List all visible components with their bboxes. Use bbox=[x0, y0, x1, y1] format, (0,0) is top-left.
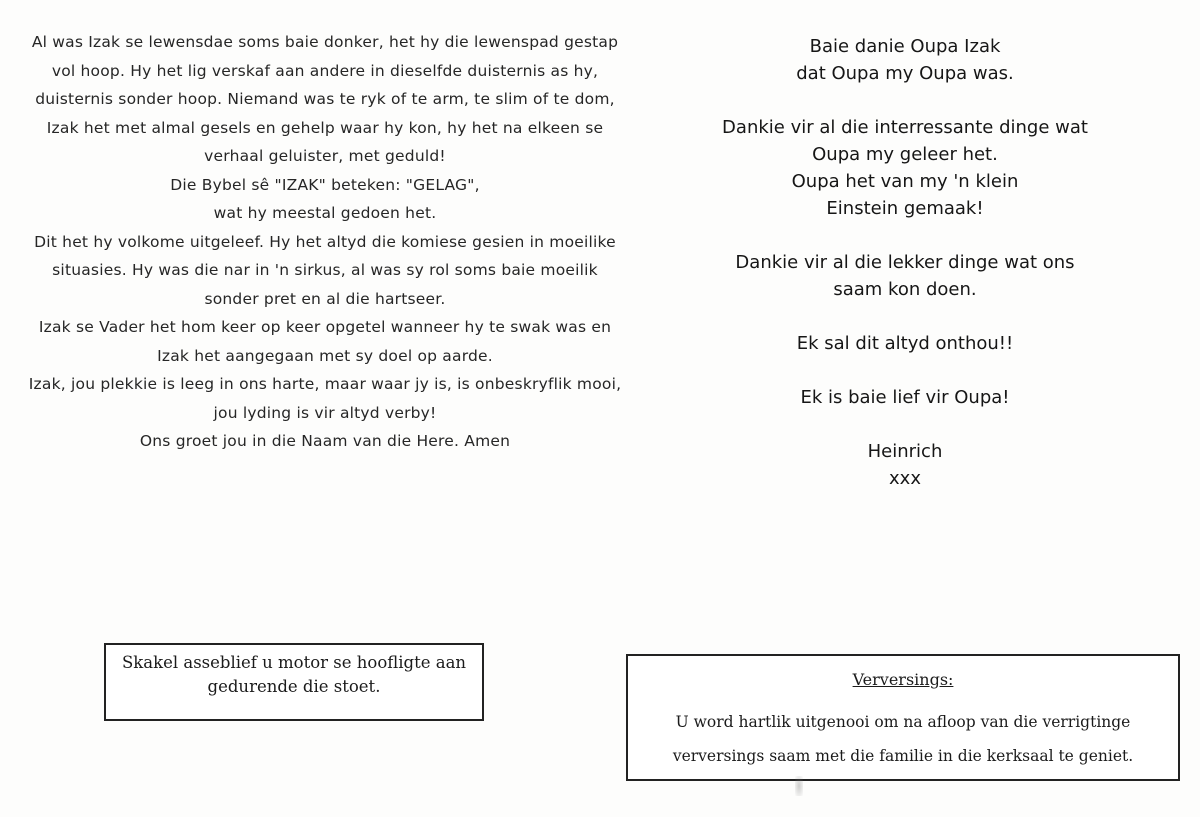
message-paragraph bbox=[640, 330, 1170, 357]
refreshments-line: U word hartlik uitgenooi om na afloop van die verrigtinge bbox=[675, 713, 1131, 731]
tribute-line: Ons groet jou in die Naam van die Here. Amen bbox=[139, 432, 511, 450]
message-paragraph bbox=[640, 33, 1170, 87]
message-line: Dankie vir al die lekker dinge wat ons bbox=[735, 252, 1075, 273]
message-paragraph bbox=[640, 384, 1170, 411]
tribute-line: Izak se Vader het hom keer op keer opgetel wanneer hy te swak was en bbox=[38, 318, 612, 336]
message-paragraph bbox=[640, 249, 1170, 303]
tribute-line: Al was Izak se lewensdae soms baie donker, het hy die lewenspad gestap bbox=[31, 33, 619, 51]
tribute-line: verhaal geluister, met geduld! bbox=[204, 147, 446, 165]
refreshments-notice bbox=[626, 654, 1180, 781]
tribute-line: Izak het aangegaan met sy doel op aarde. bbox=[157, 346, 493, 365]
grandchild-message bbox=[640, 33, 1170, 519]
tribute-line: situasies. Hy was die nar in 'n sirkus, al was sy rol soms baie moeilik bbox=[52, 261, 598, 279]
tribute-line: Die Bybel sê "IZAK" beteken: "GELAG", bbox=[170, 175, 480, 194]
message-line: Baie danie Oupa Izak bbox=[809, 36, 1001, 57]
refreshments-heading: Verversings: bbox=[852, 670, 954, 689]
message-line: Oupa my geleer het. bbox=[812, 144, 998, 165]
paper-smudge bbox=[795, 776, 803, 796]
message-line: Ek is baie lief vir Oupa! bbox=[800, 387, 1010, 408]
message-line: Einstein gemaak! bbox=[826, 198, 984, 219]
tribute-line: Izak, jou plekkie is leeg in ons harte, maar waar jy is, is onbeskryflik mooi, bbox=[28, 375, 622, 393]
message-kisses: xxx bbox=[889, 468, 921, 489]
message-line: Dankie vir al die interressante dinge wat bbox=[722, 117, 1088, 138]
tribute-line: jou lyding is vir altyd verby! bbox=[213, 403, 437, 422]
tribute-line: Izak het met almal gesels en gehelp waar hy kon, hy het na elkeen se bbox=[46, 118, 604, 137]
tribute-line: Dit het hy volkome uitgeleef. Hy het altyd die komiese gesien in moeilike bbox=[34, 232, 616, 251]
headlights-notice-line: gedurende die stoet. bbox=[207, 677, 381, 696]
message-signature: Heinrich bbox=[867, 441, 943, 462]
message-paragraph bbox=[640, 114, 1170, 222]
message-signature-block bbox=[640, 438, 1170, 492]
tribute-line: sonder pret en al die hartseer. bbox=[204, 289, 446, 308]
headlights-notice bbox=[104, 643, 484, 721]
tribute-line: vol hoop. Hy het lig verskaf aan andere in dieselfde duisternis as hy, bbox=[51, 61, 599, 80]
tribute-line: duisternis sonder hoop. Niemand was te ryk of te arm, te slim of te dom, bbox=[35, 90, 615, 108]
message-line: saam kon doen. bbox=[833, 279, 977, 300]
refreshments-line: verversings saam met die familie in die kerksaal te geniet. bbox=[672, 747, 1134, 765]
message-line: Oupa het van my 'n klein bbox=[791, 171, 1019, 192]
message-line: Ek sal dit altyd onthou!! bbox=[796, 333, 1014, 354]
tribute-text bbox=[20, 28, 630, 456]
message-line: dat Oupa my Oupa was. bbox=[796, 63, 1014, 84]
tribute-line: wat hy meestal gedoen het. bbox=[213, 204, 437, 222]
headlights-notice-line: Skakel asseblief u motor se hoofligte aan bbox=[121, 653, 467, 672]
